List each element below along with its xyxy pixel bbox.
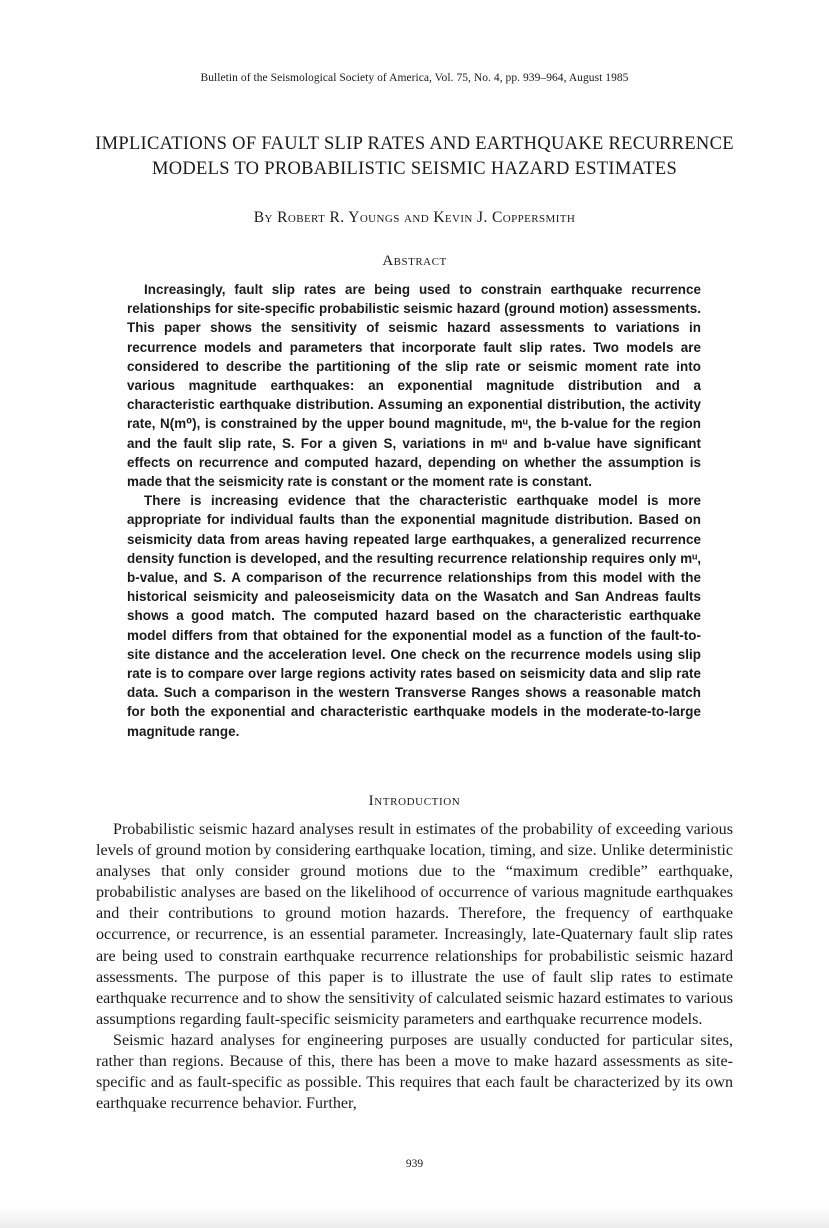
- introduction-paragraph: Seismic hazard analyses for engineering purposes are usually conducted for particular sites, rather than regions. Because of this, there has been a move to make hazard assessments as site-specific and as fault-specific as possible. This requires that each fault be characterized by its own earthquake recurrence behavior. Further,: [96, 1031, 733, 1113]
- paper-title: IMPLICATIONS OF FAULT SLIP RATES AND EARTHQUAKE RECURRENCE MODELS TO PROBABILISTIC SEISMIC HAZARD ESTIMATES: [95, 134, 734, 179]
- journal-citation: Bulletin of the Seismological Society of America, Vol. 75, No. 4, pp. 939–964, August 1985: [200, 72, 629, 84]
- page-number: 939: [405, 1158, 424, 1170]
- introduction-body: [96, 819, 733, 1114]
- abstract-heading: Abstract: [382, 253, 447, 269]
- abstract-body: [127, 280, 701, 741]
- page-bottom-shadow: [0, 1206, 829, 1228]
- introduction-paragraph: Probabilistic seismic hazard analyses result in estimates of the probability of exceeding various levels of ground motion by considering earthquake location, timing, and size. Unlike deterministic analyses that only consider ground motions due to the “maximum credible” earthquake, probabilistic analyses are based on the likelihood of occurrence of various magnitude earthquakes and their contributions to ground motion hazards. Therefore, the frequency of earthquake occurrence, or recurrence, is an essential parameter. Increasingly, late-Quaternary fault slip rates are being used to constrain earthquake recurrence relationships for probabilistic seismic hazard assessments. The purpose of this paper is to illustrate the use of fault slip rates to estimate earthquake recurrence and to show the sensitivity of calculated seismic hazard estimates to various assumptions regarding fault-specific seismicity parameters and earthquake recurrence models.: [96, 821, 733, 1028]
- paper-authors: By Robert R. Youngs and Kevin J. Coppersmith: [253, 209, 576, 226]
- abstract-paragraph: Increasingly, fault slip rates are being used to constrain earthquake recurrence relationships for site-specific probabilistic seismic hazard (ground motion) assessments. This paper shows the sensitivity of seismic hazard assessments to variations in recurrence models and parameters that incorporate fault slip rates. Two models are considered to describe the partitioning of the slip rate or seismic moment rate into various magnitude earthquakes: an exponential magnitude distribution and a characteristic earthquake distribution. Assuming an exponential distribution, the activity rate, N(m⁰), is constrained by the upper bound magnitude, mᵘ, the b-value for the region and the fault slip rate, S. For a given S, variations in mᵘ and b-value have significant effects on recurrence and computed hazard, depending on whether the assumption is made that the seismicity rate is constant or the moment rate is constant.: [127, 282, 701, 490]
- introduction-heading: Introduction: [368, 793, 461, 809]
- abstract-paragraph: There is increasing evidence that the characteristic earthquake model is more appropriate for individual faults than the exponential magnitude distribution. Based on seismicity data from areas having repeated large earthquakes, a generalized recurrence density function is developed, and the resulting recurrence relationship requires only mᵘ, b-value, and S. A comparison of the recurrence relationships from this model with the historical seismicity and paleoseismicity data on the Wasatch and San Andreas faults shows a good match. The computed hazard based on the characteristic earthquake model differs from that obtained for the exponential model as a function of the fault-to-site distance and the acceleration level. One check on the recurrence models using slip rate is to compare over large regions activity rates based on seismicity data and slip rate data. Such a comparison in the western Transverse Ranges shows a reasonable match for both the exponential and characteristic earthquake models in the moderate-to-large magnitude range.: [127, 493, 701, 739]
